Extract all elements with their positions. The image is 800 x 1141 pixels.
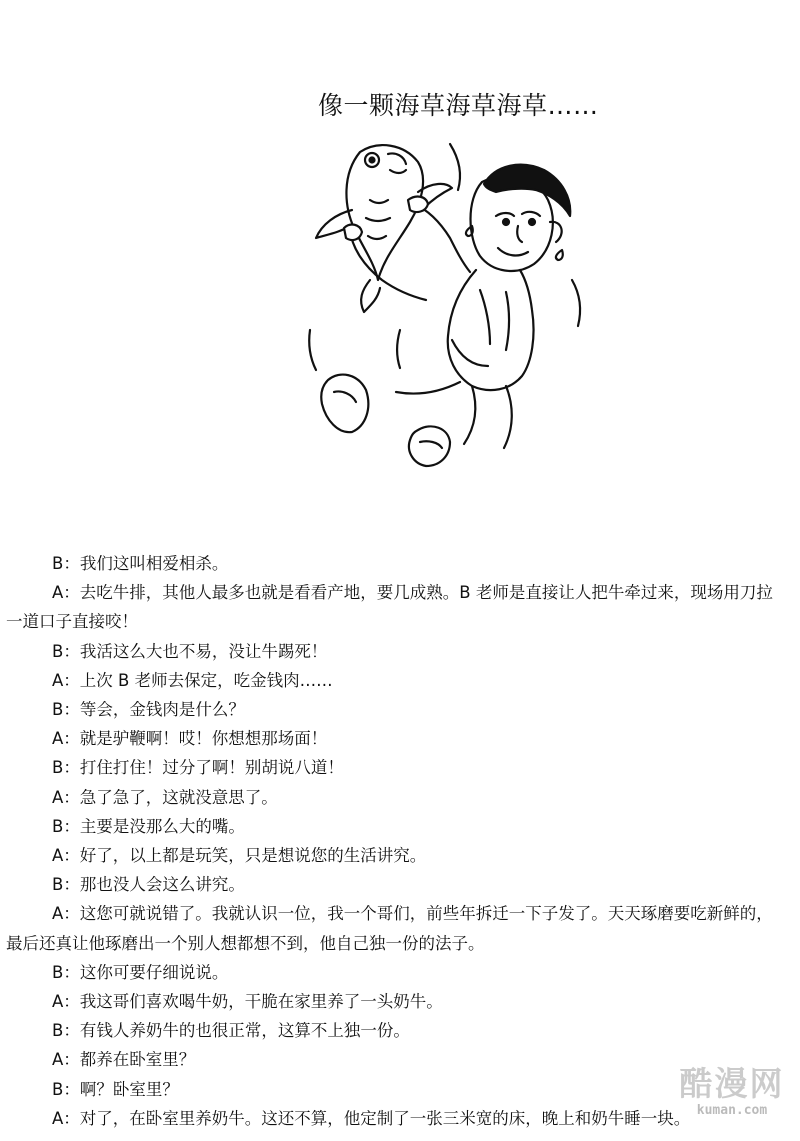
dialogue-line: A：好了，以上都是玩笑，只是想说您的生活讲究。 (52, 846, 427, 866)
dialogue-line: A：我这哥们喜欢喝牛奶，干脆在家里养了一头奶牛。 (52, 992, 443, 1012)
dialogue-line: B：这你可要仔细说说。 (52, 962, 229, 982)
illustration-caption: 像一颗海草海草海草…… (318, 91, 599, 120)
dialogue-line: A：急了急了，这就没意思了。 (52, 787, 278, 807)
dialogue-text (6, 549, 776, 1133)
watermark-logo-text: 酷漫网 (679, 1064, 785, 1103)
dialogue-line: B：啊？卧室里？ (52, 1079, 179, 1099)
man-holding-fish-illustration (300, 130, 600, 480)
watermark-domain: kuman.com (696, 1103, 768, 1118)
dialogue-line: A：去吃牛排，其他人最多也就是看看产地，要几成熟。B 老师是直接让人把牛牵过来，现场用刀拉一道口子直接咬！ (6, 583, 773, 632)
dialogue-line: A：对了，在卧室里养奶牛。这还不算，他定制了一张三米宽的床，晚上和奶牛睡一块。 (52, 1108, 691, 1128)
dialogue-line: B：我活这么大也不易，没让牛踢死！ (52, 641, 328, 661)
dialogue-line: B：等会，金钱肉是什么？ (52, 700, 245, 720)
dialogue-line: B：我们这叫相爱相杀。 (52, 554, 229, 573)
dialogue-line: B：打住打住！过分了啊！别胡说八道！ (52, 758, 344, 778)
dialogue-line: A：都养在卧室里？ (52, 1050, 196, 1070)
dialogue-line: B：那也没人会这么讲究。 (52, 875, 245, 895)
dialogue-line: B：主要是没那么大的嘴。 (52, 816, 245, 836)
dialogue-line: A：就是驴鞭啊！哎！你想想那场面！ (52, 729, 328, 749)
dialogue-line: B：有钱人养奶牛的也很正常，这算不上独一份。 (52, 1021, 410, 1041)
dialogue-line: A：上次 B 老师去保定，吃金钱肉…… (52, 670, 333, 690)
site-watermark (672, 1064, 792, 1124)
dialogue-line: A：这您可就说错了。我就认识一位，我一个哥们，前些年拆迁一下子发了。天天琢磨要吃新鲜的，最后还真让他琢磨出一个别人想都想不到，他自己独一份的法子。 (6, 904, 773, 953)
